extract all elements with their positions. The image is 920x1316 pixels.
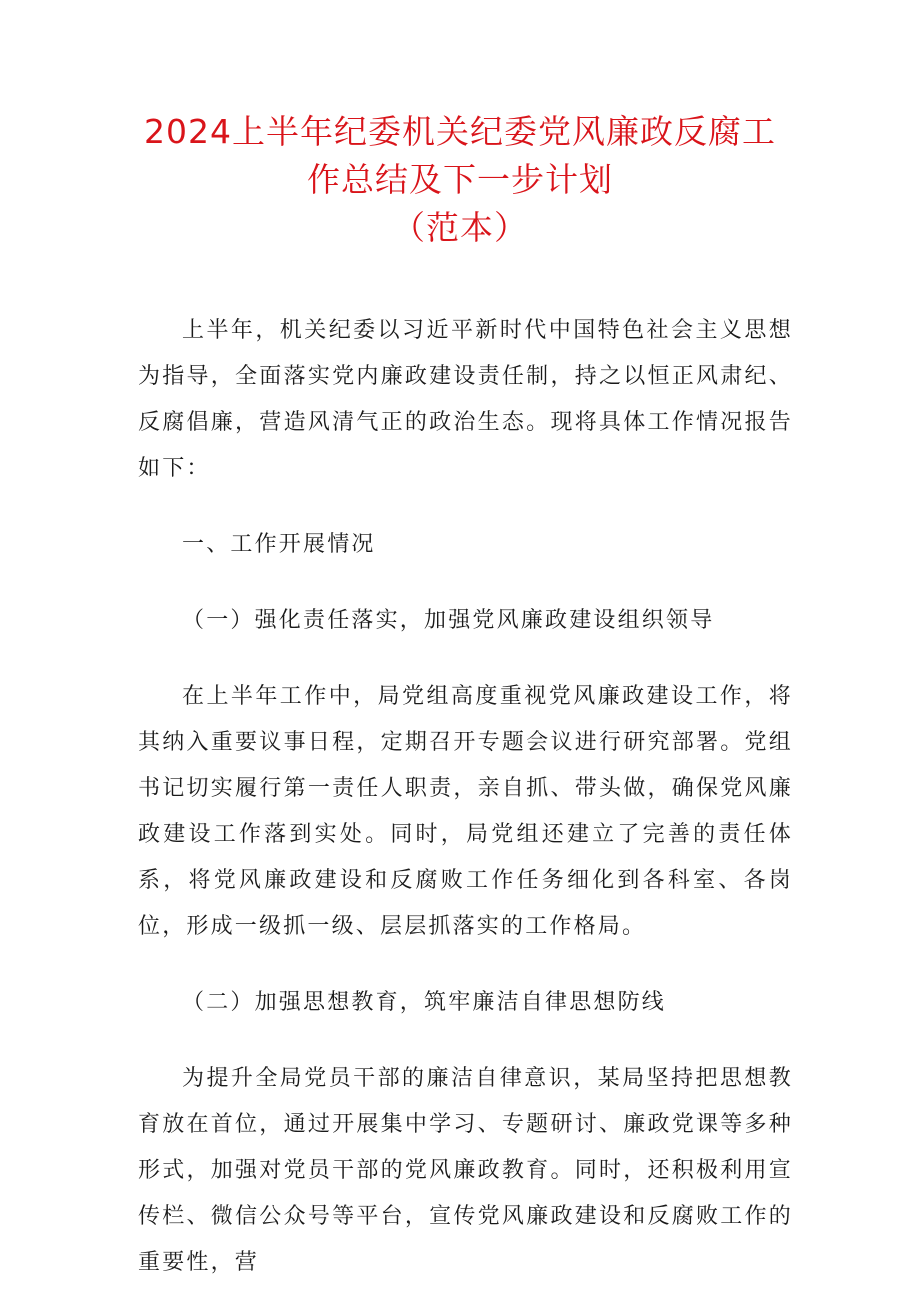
- intro-paragraph: 上半年，机关纪委以习近平新时代中国特色社会主义思想为指导，全面落实党内廉政建设责任制，持之以恒正风肃纪、反腐倡廉，营造风清气正的政治生态。现将具体工作情况报告如下：: [138, 318, 793, 481]
- document-title: [0, 108, 920, 252]
- responsibility-paragraph: 在上半年工作中，局党组高度重视党风廉政建设工作，将其纳入重要议事日程，定期召开专题会议进行研究部署。党组书记切实履行第一责任人职责，亲自抓、带头做，确保党风廉政建设工作落到实处。同时，局党组还建立了完善的责任体系，将党风廉政建设和反腐败工作任务细化到各科室、各岗位，形成一级抓一级、层层抓落实的工作格局。: [138, 684, 793, 939]
- title-line-2: 作总结及下一步计划: [307, 160, 613, 199]
- document-body: [138, 308, 793, 1316]
- section-heading-work-progress: 一、工作开展情况: [182, 532, 376, 557]
- education-paragraph: 为提升全局党员干部的廉洁自律意识，某局坚持把思想教育放在首位，通过开展集中学习、专题研讨、廉政党课等多种形式，加强对党员干部的党风廉政教育。同时，还积极利用宣传栏、微信公众号等平台，宣传党风廉政建设和反腐败工作的重要性，营: [138, 1066, 793, 1275]
- subsection-heading-education: （二）加强思想教育，筑牢廉洁自律思想防线: [182, 990, 667, 1015]
- title-line-1: 2024上半年纪委机关纪委党风廉政反腐工: [144, 112, 776, 151]
- title-line-3: （范本）: [392, 208, 528, 247]
- subsection-heading-responsibility: （一）强化责任落实，加强党风廉政建设组织领导: [182, 608, 715, 633]
